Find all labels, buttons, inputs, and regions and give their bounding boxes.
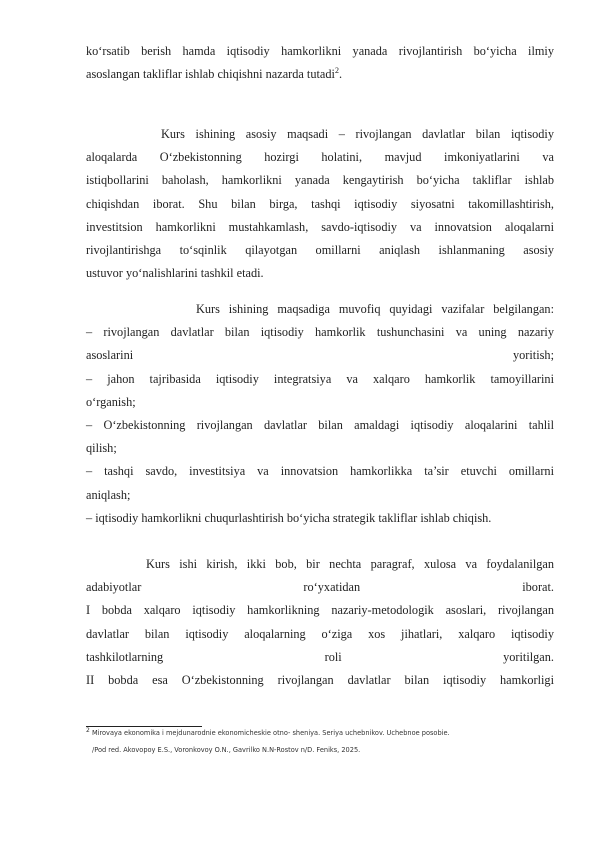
text-line: rivojlantirishga to‘sqinlik qilayotgan omillarni aniqlash ishlanmaning asosiy xyxy=(86,243,554,258)
footnote-number: 2 xyxy=(86,726,90,734)
task-item: – tashqi savdo, investitsiya va innovatsion hamkorlikka ta’sir etuvchi omillarni xyxy=(86,464,554,479)
footnote-line-1 xyxy=(86,726,556,737)
text-line-content: asoslangan takliflar ishlab chiqishni nazarda tutadi xyxy=(86,67,335,82)
sentence-end: . xyxy=(338,67,343,82)
text-line: investitsion hamkorlikni mustahkamlash, savdo-iqtisodiy va innovatsion aloqalarni xyxy=(86,219,554,234)
text-line: o‘rganish; xyxy=(86,394,136,409)
text-line: istiqbollarini baholash, hamkorlikni yanada kengaytirish bo‘yicha takliflar ishlab xyxy=(86,173,554,188)
text-line: Kurs ishining asosiy maqsadi – rivojlangan davlatlar bilan iqtisodiy xyxy=(161,127,554,141)
text-line: chiqishdan iborat. Shu bilan birga, tashqi iqtisodiy siyosatni takomillashtirish, xyxy=(86,196,554,211)
text-line: aloqalarda O‘zbekistonning hozirgi holatini, mavjud imkoniyatlarini va xyxy=(86,150,554,165)
text-line: Kurs ishining maqsadiga muvofiq quyidagi vazifalar belgilangan: xyxy=(196,302,554,316)
paragraph-course-tasks xyxy=(86,298,554,530)
text-line: aniqlash; xyxy=(86,487,131,502)
text-line: asoslarini yoritish; xyxy=(86,348,554,363)
text-line: ustuvor yo‘nalishlarini tashkil etadi. xyxy=(86,266,264,281)
text-line: tashkilotlarning roli yoritilgan. xyxy=(86,649,554,664)
paragraph-course-structure xyxy=(86,553,554,692)
text-line: davlatlar bilan iqtisodiy aloqalarning o‘ziga xos jihatlari, xalqaro iqtisodiy xyxy=(86,626,554,641)
paragraph-intro-continued xyxy=(86,40,554,86)
text-line: I bobda xalqaro iqtisodiy hamkorlikning nazariy-metodologik asoslari, rivojlangan xyxy=(86,603,554,618)
task-item: – iqtisodiy hamkorlikni chuqurlashtirish bo‘yicha strategik takliflar ishlab chiqish. xyxy=(86,510,492,525)
footnote-line-2: /Pod red. Akovopoy E.S., Voronkovoy O.N., Gavrilko N.N-Rostov n/D. Feniks, 2025. xyxy=(92,746,361,754)
task-item: – O‘zbekistonning rivojlangan davlatlar bilan amaldagi iqtisodiy aloqalarini tahlil xyxy=(86,418,554,433)
footnote-divider xyxy=(86,726,202,727)
text-line: ko‘rsatib berish hamda iqtisodiy hamkorlikni yanada rivojlantirish bo‘yicha ilmiy xyxy=(86,44,554,58)
task-item: – rivojlangan davlatlar bilan iqtisodiy hamkorlik tushunchasini va uning nazariy xyxy=(86,325,554,340)
text-line: adabiyotlar ro‘yxatidan iborat. xyxy=(86,580,554,595)
text-line: II bobda esa O‘zbekistonning rivojlangan davlatlar bilan iqtisodiy hamkorligi xyxy=(86,673,554,688)
text-line: qilish; xyxy=(86,441,117,456)
text-line xyxy=(86,63,554,86)
text-line: Kurs ishi kirish, ikki bob, bir nechta paragraf, xulosa va foydalanilgan xyxy=(146,557,554,571)
task-item: – jahon tajribasida iqtisodiy integratsiya va xalqaro hamkorlik tamoyillarini xyxy=(86,371,554,386)
footnote-reference: 2 xyxy=(334,66,339,76)
footnote-text: Mirovaya ekonomika i mejdunarodnie ekonomicheskie otno- sheniya. Seriya uchebnikov. Uchebnoe posobie. xyxy=(91,729,450,737)
paragraph-course-goal xyxy=(86,123,554,285)
